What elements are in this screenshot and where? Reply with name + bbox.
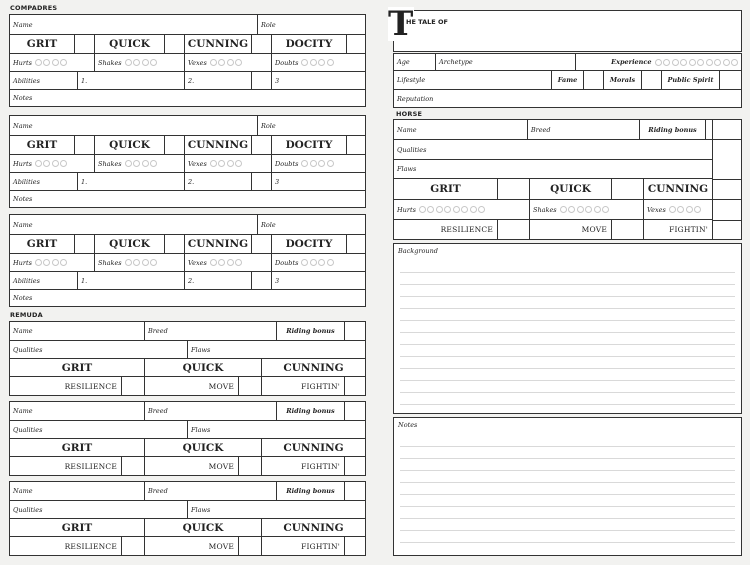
hurts-label: Hurts — [397, 205, 416, 214]
docity-label: DOCITY — [272, 136, 347, 154]
quick-box[interactable] — [612, 179, 644, 199]
name-label: Name — [13, 121, 33, 130]
horse-card — [393, 119, 713, 240]
cunning-label: CUNNING — [185, 235, 252, 253]
horse-qualities-field[interactable]: Qualities — [397, 145, 427, 154]
horse-side-column — [713, 119, 742, 240]
fightin-box[interactable] — [345, 457, 365, 475]
resilience-label: RESILIENCE — [394, 220, 498, 239]
fightin-box[interactable] — [713, 220, 741, 239]
remuda-flaws-field[interactable]: Flaws — [191, 345, 211, 354]
companion-name-field[interactable] — [10, 116, 258, 135]
remuda-name-field[interactable]: Name — [10, 322, 145, 340]
vexes-tracker[interactable] — [185, 254, 272, 271]
lifestyle-field[interactable]: Lifestyle — [394, 71, 552, 89]
notes-box[interactable] — [393, 417, 742, 556]
docity-label: DOCITY — [272, 35, 347, 53]
riding-bonus-label: Riding bonus — [277, 402, 345, 420]
fightin-label: FIGHTIN' — [262, 457, 345, 475]
archetype-field[interactable]: Archetype — [436, 54, 576, 70]
grit-label: GRIT — [10, 35, 75, 53]
background-box[interactable] — [393, 243, 742, 414]
quick-box[interactable] — [165, 235, 185, 253]
remuda-horse-card — [9, 321, 366, 396]
doubts-tracker[interactable] — [272, 254, 365, 271]
remuda-flaws-field[interactable]: Flaws — [191, 425, 211, 434]
horse-name-field[interactable]: Name — [394, 120, 528, 139]
remuda-qualities-field[interactable]: Qualities — [10, 421, 188, 438]
move-box[interactable] — [612, 220, 644, 239]
remuda-qualities-field[interactable]: Qualities — [10, 341, 188, 358]
fightin-label: FIGHTIN' — [669, 225, 708, 234]
background-lines — [400, 261, 735, 407]
hurts-label: Hurts — [13, 159, 32, 168]
doubts-tracker[interactable] — [272, 54, 365, 71]
remuda-breed-field[interactable]: Breed — [145, 482, 277, 500]
grit-label: GRIT — [10, 439, 145, 456]
cunning-label: CUNNING — [283, 521, 344, 534]
move-box[interactable] — [239, 377, 262, 395]
tale-title: HE TALE OF — [406, 18, 448, 26]
abilities-label: Abilities — [10, 72, 78, 89]
remuda-name-field[interactable]: Name — [10, 402, 145, 420]
ability-slot-2-box[interactable] — [252, 72, 272, 89]
remuda-flaws-field[interactable]: Flaws — [191, 505, 211, 514]
riding-bonus-label: Riding bonus — [277, 482, 345, 500]
quick-box[interactable] — [165, 136, 185, 154]
quick-label: QUICK — [530, 179, 612, 199]
ability-slot-3[interactable]: 3 — [275, 76, 280, 85]
doubts-label: Doubts — [275, 258, 299, 267]
name-label: Name — [13, 220, 33, 229]
doubts-tracker[interactable] — [272, 155, 365, 172]
companion-role-field[interactable] — [258, 116, 365, 135]
cunning-box[interactable] — [713, 179, 741, 200]
quick-label: QUICK — [145, 439, 262, 456]
remuda-qualities-field[interactable]: Qualities — [10, 501, 188, 518]
ability-slot-2[interactable]: 2. — [185, 272, 252, 289]
fightin-box[interactable] — [345, 377, 365, 395]
grit-label: GRIT — [10, 136, 75, 154]
move-box[interactable] — [239, 457, 262, 475]
docity-box[interactable] — [347, 136, 365, 154]
companies-section-title: COMPADRES — [10, 4, 58, 12]
experience-tracker[interactable] — [576, 54, 741, 70]
remuda-breed-field[interactable]: Breed — [145, 322, 277, 340]
remuda-breed-field[interactable]: Breed — [145, 402, 277, 420]
shakes-tracker[interactable] — [95, 155, 185, 172]
hurts-tracker[interactable] — [10, 54, 95, 71]
riding-bonus-label: Riding bonus — [277, 322, 345, 340]
shakes-tracker[interactable] — [95, 254, 185, 271]
resilience-box[interactable] — [122, 537, 145, 555]
companion-card — [9, 214, 366, 307]
cunning-label: CUNNING — [283, 361, 344, 374]
companion-notes-field[interactable]: Notes — [13, 94, 33, 102]
companion-notes-field[interactable]: Notes — [13, 294, 33, 302]
ability-slot-2-box[interactable] — [252, 173, 272, 190]
companion-card — [9, 14, 366, 107]
drop-cap: T — [388, 4, 414, 44]
move-box[interactable] — [239, 537, 262, 555]
resilience-box[interactable] — [122, 377, 145, 395]
role-label: Role — [261, 220, 276, 229]
companion-card — [9, 115, 366, 208]
ability-slot-1[interactable]: 1. — [78, 173, 185, 190]
hurts-tracker[interactable] — [394, 200, 530, 219]
companion-name-field[interactable] — [10, 215, 258, 234]
shakes-label: Shakes — [98, 159, 122, 168]
vexes-tracker[interactable] — [644, 200, 712, 219]
notes-label: Notes — [398, 421, 418, 429]
remuda-horse-card — [9, 481, 366, 556]
resilience-label: RESILIENCE — [10, 537, 122, 555]
cunning-label: CUNNING — [283, 441, 344, 454]
resilience-box[interactable] — [122, 457, 145, 475]
grit-box[interactable] — [75, 136, 95, 154]
morals-box[interactable] — [642, 71, 662, 89]
horse-section-title: HORSE — [396, 110, 423, 118]
move-label: MOVE — [145, 377, 239, 395]
grit-box[interactable] — [498, 179, 530, 199]
name-label: Name — [13, 20, 33, 29]
ability-slot-2[interactable]: 2. — [185, 173, 252, 190]
companion-role-field[interactable] — [258, 15, 365, 34]
riding-bonus-label: Riding bonus — [640, 120, 706, 139]
quick-label: QUICK — [95, 235, 165, 253]
riding-bonus-box[interactable] — [345, 402, 365, 420]
ability-slot-1[interactable]: 1. — [78, 72, 185, 89]
horse-flaws-field[interactable]: Flaws — [397, 165, 417, 173]
docity-box[interactable] — [347, 35, 365, 53]
fightin-label: FIGHTIN' — [262, 537, 345, 555]
abilities-label: Abilities — [10, 173, 78, 190]
docity-box[interactable] — [347, 235, 365, 253]
fightin-label: FIGHTIN' — [262, 377, 345, 395]
cunning-box[interactable] — [252, 35, 272, 53]
docity-label: DOCITY — [272, 235, 347, 253]
vexes-label: Vexes — [188, 159, 207, 168]
vexes-label: Vexes — [647, 205, 666, 214]
quick-box[interactable] — [165, 35, 185, 53]
cunning-label: CUNNING — [185, 35, 252, 53]
companion-notes-field[interactable]: Notes — [13, 195, 33, 203]
riding-bonus-box[interactable] — [706, 120, 712, 139]
resilience-label: RESILIENCE — [10, 377, 122, 395]
horse-breed-field[interactable]: Breed — [528, 120, 640, 139]
shakes-label: Shakes — [98, 58, 122, 67]
public-spirit-label: Public Spirit — [662, 71, 720, 89]
grit-box[interactable] — [75, 35, 95, 53]
horse-riding-bonus-extra[interactable] — [713, 120, 741, 140]
vexes-label: Vexes — [188, 58, 207, 67]
hurts-label: Hurts — [13, 258, 32, 267]
ability-slot-3[interactable]: 3 — [275, 177, 280, 186]
cunning-label: CUNNING — [647, 183, 709, 195]
hurts-tracker[interactable] — [10, 155, 95, 172]
resilience-box[interactable] — [498, 220, 530, 239]
ability-slot-2[interactable]: 2. — [185, 72, 252, 89]
grit-label: GRIT — [10, 359, 145, 376]
resilience-label: RESILIENCE — [10, 457, 122, 475]
background-label: Background — [398, 247, 438, 255]
remuda-section-title: REMUDA — [10, 311, 43, 319]
riding-bonus-box[interactable] — [345, 482, 365, 500]
companion-role-field[interactable] — [258, 215, 365, 234]
quick-label: QUICK — [145, 359, 262, 376]
grit-label: GRIT — [394, 179, 498, 199]
shakes-label: Shakes — [533, 205, 557, 214]
grit-label: GRIT — [10, 519, 145, 536]
riding-bonus-box[interactable] — [345, 322, 365, 340]
companion-name-field[interactable] — [10, 15, 258, 34]
fame-box[interactable] — [584, 71, 604, 89]
public-spirit-box[interactable] — [720, 71, 741, 89]
fightin-box[interactable] — [345, 537, 365, 555]
shakes-label: Shakes — [98, 258, 122, 267]
quick-label: QUICK — [145, 519, 262, 536]
hurts-label: Hurts — [13, 58, 32, 67]
morals-label: Morals — [604, 71, 642, 89]
move-label: MOVE — [145, 537, 239, 555]
hurts-tracker[interactable] — [10, 254, 95, 271]
reputation-field[interactable]: Reputation — [397, 94, 434, 103]
vexes-label: Vexes — [188, 258, 207, 267]
role-label: Role — [261, 121, 276, 130]
tale-header — [388, 4, 742, 52]
age-field[interactable]: Age — [394, 54, 436, 70]
remuda-name-field[interactable]: Name — [10, 482, 145, 500]
ability-slot-2-box[interactable] — [252, 272, 272, 289]
character-details — [393, 53, 742, 108]
vexes-tracker[interactable] — [185, 54, 272, 71]
cunning-box[interactable] — [252, 235, 272, 253]
quick-label: QUICK — [95, 35, 165, 53]
vexes-tracker[interactable] — [185, 155, 272, 172]
grit-label: GRIT — [10, 235, 75, 253]
ability-slot-1[interactable]: 1. — [78, 272, 185, 289]
fame-label: Fame — [552, 71, 584, 89]
doubts-label: Doubts — [275, 159, 299, 168]
move-label: MOVE — [530, 220, 612, 239]
remuda-horse-card — [9, 401, 366, 476]
grit-box[interactable] — [75, 235, 95, 253]
character-name-field[interactable] — [454, 14, 735, 45]
shakes-tracker[interactable] — [95, 54, 185, 71]
cunning-label: CUNNING — [185, 136, 252, 154]
role-label: Role — [261, 20, 276, 29]
notes-lines — [400, 435, 735, 549]
move-label: MOVE — [145, 457, 239, 475]
quick-label: QUICK — [95, 136, 165, 154]
ability-slot-3[interactable]: 3 — [275, 276, 280, 285]
shakes-tracker[interactable] — [530, 200, 644, 219]
abilities-label: Abilities — [10, 272, 78, 289]
experience-label: Experience — [611, 58, 652, 66]
cunning-box[interactable] — [252, 136, 272, 154]
doubts-label: Doubts — [275, 58, 299, 67]
